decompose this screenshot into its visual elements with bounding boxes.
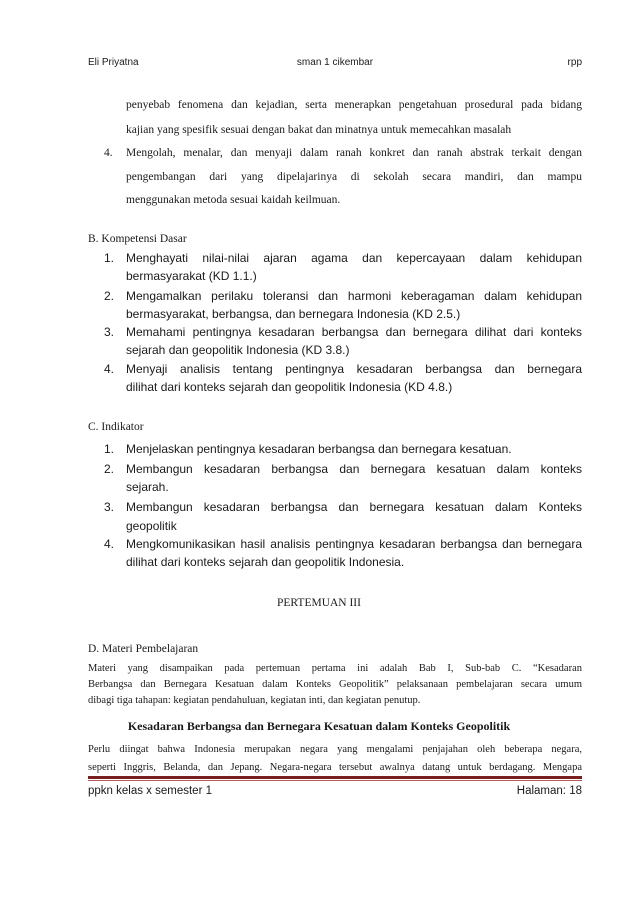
body-line-2: seperti Inggris, Belanda, dan Jepang. Negara-negara tersebut awalnya datang untuk berdagang. Mengapa — [88, 762, 582, 773]
section-heading-indikator: C. Indikator — [88, 421, 144, 433]
kd-number: 3. — [104, 325, 115, 339]
header-school: sman 1 cikembar — [296, 57, 374, 68]
indikator-number: 2. — [104, 462, 115, 476]
footer-page-number: Halaman: 18 — [516, 785, 582, 797]
indikator-line: Membangun kesadaran berbangsa dan bernegara kesatuan dalam konteks — [126, 462, 582, 476]
indikator-number: 4. — [104, 537, 115, 551]
page-header — [88, 57, 582, 73]
kd-line: Mengamalkan perilaku toleransi dan harmoni keberagaman dalam kehidupan — [126, 289, 582, 303]
header-author: Eli Priyatna — [88, 57, 139, 68]
indikator-line: sejarah. — [126, 480, 169, 494]
kd-line: Memahami pentingnya kesadaran berbangsa dan bernegara dilihat dari konteks — [126, 325, 582, 339]
section-heading-materi: D. Materi Pembelajaran — [88, 643, 199, 655]
indikator-line: Menjelaskan pentingnya kesadaran berbangsa dan bernegara kesatuan. — [126, 442, 512, 456]
ki-item-line: pengembangan dari yang dipelajarinya di sekolah secara mandiri, dan mampu — [126, 171, 582, 183]
intro-line-1: penyebab fenomena dan kejadian, serta menerapkan pengetahuan prosedural pada bidang — [126, 99, 582, 111]
ki-item-number: 4. — [104, 147, 113, 159]
footer-course: ppkn kelas x semester 1 — [88, 785, 213, 797]
subtitle-heading: Kesadaran Berbangsa dan Bernegara Kesatuan dalam Konteks Geopolitik — [127, 719, 511, 733]
indikator-line: dilihat dari konteks sejarah dan geopolitik Indonesia. — [126, 555, 405, 569]
indikator-line: Mengkomunikasikan hasil analisis pentingnya kesadaran berbangsa dan bernegara — [126, 537, 582, 551]
body-line-1: Perlu diingat bahwa Indonesia merupakan negara yang mengalami penjajahan oleh beberapa negara, — [88, 744, 582, 755]
kd-line: dilihat dari konteks sejarah dan geopolitik Indonesia (KD 4.8.) — [126, 380, 453, 394]
indikator-number: 1. — [104, 442, 115, 456]
materi-line-2: Berbangsa dan Bernegara Kesatuan dalam Konteks Geopolitik” pelaksanaan pembelajaran secara umum — [88, 679, 582, 690]
meeting-title: PERTEMUAN III — [277, 597, 361, 609]
ki-item-line: Mengolah, menalar, dan menyaji dalam ranah konkret dan ranah abstrak terkait dengan — [126, 147, 582, 159]
section-heading-kompetensi-dasar: B. Kompetensi Dasar — [88, 233, 187, 245]
header-doc-type: rpp — [567, 57, 582, 68]
intro-line-2: kajian yang spesifik sesuai dengan bakat dan minatnya untuk memecahkan masalah — [126, 124, 512, 136]
kd-number: 1. — [104, 251, 115, 265]
materi-line-3: dibagi tiga tahapan: kegiatan pendahuluan, kegiatan inti, dan kegiatan penutup. — [88, 695, 421, 706]
footer-rule-thin — [88, 780, 582, 781]
materi-line-1: Materi yang disampaikan pada pertemuan pertama ini adalah Bab I, Sub-bab C. “Kesadaran — [88, 663, 582, 674]
kd-number: 4. — [104, 362, 115, 376]
indikator-line: geopolitik — [126, 519, 177, 533]
indikator-line: Membangun kesadaran berbangsa dan bernegara kesatuan dalam Konteks — [126, 500, 582, 514]
kd-line: bermasyarakat (KD 1.1.) — [126, 269, 257, 283]
ki-item-line: menggunakan metoda sesuai kaidah keilmuan. — [126, 194, 341, 206]
kd-line: sejarah dan geopolitik Indonesia (KD 3.8.) — [126, 343, 350, 357]
indikator-number: 3. — [104, 500, 115, 514]
kd-line: Menyaji analisis tentang pentingnya kesadaran berbangsa dan bernegara — [126, 362, 582, 376]
footer-rule — [88, 776, 582, 779]
kd-line: Menghayati nilai-nilai ajaran agama dan kepercayaan dalam kehidupan — [126, 251, 582, 265]
kd-line: bermasyarakat, berbangsa, dan bernegara Indonesia (KD 2.5.) — [126, 307, 461, 321]
kd-number: 2. — [104, 289, 115, 303]
